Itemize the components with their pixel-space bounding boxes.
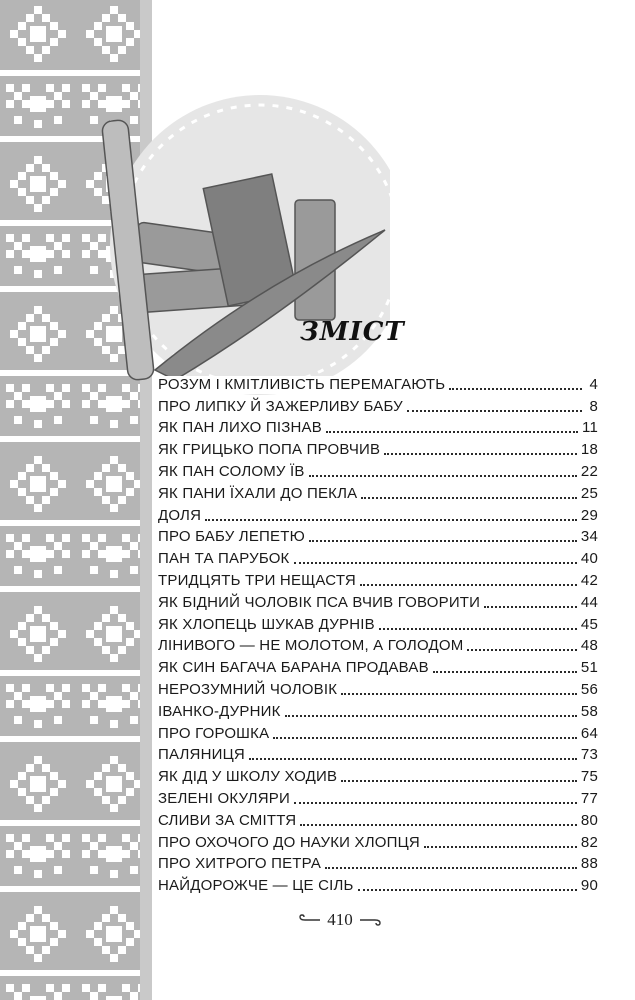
dot-leader <box>449 388 582 390</box>
toc-entry-page: 34 <box>580 528 598 546</box>
dot-leader <box>249 758 577 760</box>
toc-entry-title: СЛИВИ ЗА СМІТТЯ <box>158 811 297 829</box>
toc-entry-page: 40 <box>580 550 598 568</box>
toc-entry-page: 44 <box>580 593 598 611</box>
toc-entry-title: ДОЛЯ <box>158 506 202 524</box>
toc-entry <box>158 852 598 874</box>
toc-entry <box>158 481 598 503</box>
dot-leader <box>285 715 577 717</box>
dot-leader <box>294 802 577 804</box>
toc-entry-title: ПАН ТА ПАРУБОК <box>158 550 290 568</box>
toc-entry-title: ПРО ХИТРОГО ПЕТРА <box>158 855 322 873</box>
toc-entry-page: 82 <box>580 833 598 851</box>
dot-leader <box>309 475 577 477</box>
toc-entry-page: 25 <box>580 484 598 502</box>
toc-entry-page: 58 <box>580 702 598 720</box>
toc-entry-title: ПРО ГОРОШКА <box>158 724 270 742</box>
toc-entry-page: 64 <box>580 724 598 742</box>
toc-entry-page: 45 <box>580 615 598 633</box>
dot-leader <box>384 453 577 455</box>
dot-leader <box>407 410 582 412</box>
toc-entry <box>158 546 598 568</box>
toc-entry <box>158 437 598 459</box>
dot-leader <box>300 824 577 826</box>
toc-entry-page: 29 <box>580 506 598 524</box>
toc-entry-title: ПРО ОХОЧОГО ДО НАУКИ ХЛОПЦЯ <box>158 833 420 851</box>
toc-entry-title: ТРИДЦЯТЬ ТРИ НЕЩАСТЯ <box>158 571 356 589</box>
toc-entry <box>158 743 598 765</box>
toc-entry-page: 80 <box>580 811 598 829</box>
toc-entry-title: ЛІНИВОГО — НЕ МОЛОТОМ, А ГОЛОДОМ <box>158 637 464 655</box>
dot-leader <box>360 584 577 586</box>
toc-entry-page: 18 <box>580 441 598 459</box>
dot-leader <box>294 562 577 564</box>
toc-entry-page: 48 <box>580 637 598 655</box>
toc-entry-title: ПРО ЛИПКУ Й ЗАЖЕРЛИВУ БАБУ <box>158 397 403 415</box>
dot-leader <box>326 431 578 433</box>
toc-entry-page: 88 <box>580 855 598 873</box>
toc-entry-title: ІВАНКО-ДУРНИК <box>158 702 281 720</box>
toc-entry-page: 42 <box>580 571 598 589</box>
toc-entry-page: 75 <box>580 768 598 786</box>
toc-entry-page: 4 <box>589 375 598 393</box>
dot-leader <box>379 628 577 630</box>
toc-entry-title: ПРО БАБУ ЛЕПЕТЮ <box>158 528 305 546</box>
toc-entry-page: 8 <box>589 397 598 415</box>
toc-entry-page: 56 <box>580 680 598 698</box>
page-number-text: 410 <box>327 910 353 929</box>
dot-leader <box>341 780 577 782</box>
dot-leader <box>341 693 577 695</box>
table-of-contents <box>158 372 598 895</box>
toc-entry <box>158 655 598 677</box>
dot-leader <box>325 867 577 869</box>
toc-entry <box>158 721 598 743</box>
toc-entry <box>158 394 598 416</box>
dot-leader <box>358 889 577 891</box>
dot-leader <box>273 737 577 739</box>
toc-entry-title: ЯК ПАН ЛИХО ПІЗНАВ <box>158 419 322 437</box>
toc-entry <box>158 612 598 634</box>
toc-entry-title: ПАЛЯНИЦЯ <box>158 746 245 764</box>
toc-entry <box>158 786 598 808</box>
toc-entry-title: ЯК ПАНИ ЇХАЛИ ДО ПЕКЛА <box>158 484 358 502</box>
toc-entry-page: 73 <box>580 746 598 764</box>
toc-entry <box>158 525 598 547</box>
toc-entry-title: ЯК ПАН СОЛОМУ ЇВ <box>158 462 305 480</box>
dot-leader <box>467 649 576 651</box>
toc-entry-page: 22 <box>580 462 598 480</box>
toc-entry-title: ЯК ДІД У ШКОЛУ ХОДИВ <box>158 768 338 786</box>
toc-entry-title: ЯК СИН БАГАЧА БАРАНА ПРОДАВАВ <box>158 659 429 677</box>
toc-entry-page: 90 <box>580 877 598 895</box>
toc-entry-title: РОЗУМ І КМІТЛИВІСТЬ ПЕРЕМАГАЮТЬ <box>158 375 446 393</box>
toc-entry <box>158 416 598 438</box>
toc-entry <box>158 699 598 721</box>
toc-entry-page: 77 <box>580 789 598 807</box>
toc-entry <box>158 568 598 590</box>
dot-leader <box>309 540 577 542</box>
dot-leader <box>205 519 577 521</box>
toc-entry-title: ЯК БІДНИЙ ЧОЛОВІК ПСА ВЧИВ ГОВОРИТИ <box>158 593 481 611</box>
toc-entry <box>158 808 598 830</box>
toc-entry <box>158 372 598 394</box>
dot-leader <box>424 846 577 848</box>
toc-entry <box>158 590 598 612</box>
toc-entry <box>158 459 598 481</box>
page-number <box>290 908 390 932</box>
toc-entry <box>158 634 598 656</box>
folio-swirl-left-icon <box>297 914 321 926</box>
folio-swirl-right-icon <box>359 914 383 926</box>
toc-entry-title: ЯК ХЛОПЕЦЬ ШУКАВ ДУРНІВ <box>158 615 375 633</box>
dot-leader <box>433 671 577 673</box>
toc-entry-page: 51 <box>580 659 598 677</box>
toc-entry-title: ЯК ГРИЦЬКО ПОПА ПРОВЧИВ <box>158 441 381 459</box>
dot-leader <box>484 606 577 608</box>
toc-entry-title: НЕРОЗУМНИЙ ЧОЛОВІК <box>158 680 338 698</box>
toc-entry <box>158 830 598 852</box>
toc-entry <box>158 503 598 525</box>
toc-entry <box>158 764 598 786</box>
toc-entry <box>158 677 598 699</box>
toc-entry-title: ЗЕЛЕНІ ОКУЛЯРИ <box>158 789 290 807</box>
dot-leader <box>361 497 577 499</box>
toc-entry <box>158 873 598 895</box>
books-scroll-quill-emblem <box>95 80 390 410</box>
toc-entry-title: НАЙДОРОЖЧЕ — ЦЕ СІЛЬ <box>158 877 354 895</box>
page-title: ЗМІСТ <box>300 317 405 347</box>
toc-entry-page: 11 <box>582 419 598 437</box>
